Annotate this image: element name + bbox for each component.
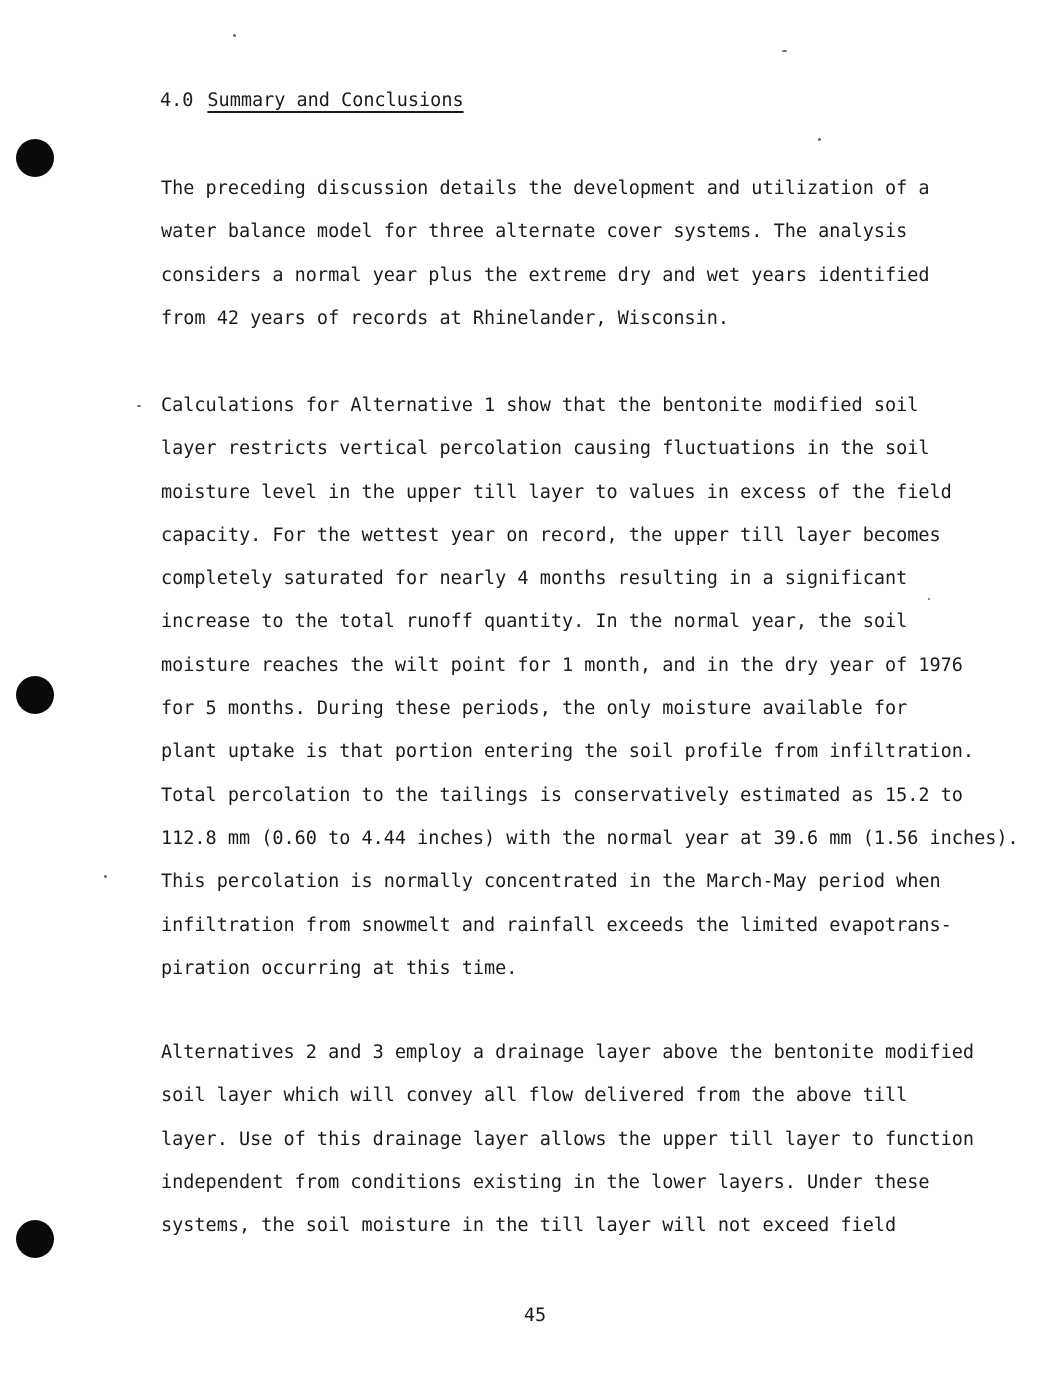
text-line: independent from conditions existing in the lower layers. Under these	[161, 1171, 930, 1193]
text-line: water balance model for three alternate cover systems. The analysis	[161, 221, 908, 243]
section-number: 4.0	[160, 90, 194, 111]
text-line: Calculations for Alternative 1 show that the bentonite modified soil	[161, 395, 919, 416]
scan-speck	[104, 875, 107, 878]
text-line: piration occurring at this time.	[161, 957, 518, 979]
binder-hole	[16, 676, 54, 714]
text-line: completely saturated for nearly 4 months resulting in a significant	[161, 568, 908, 590]
text-line: layer restricts vertical percolation causing fluctuations in the soil	[161, 438, 930, 460]
scan-speck	[782, 50, 787, 52]
paragraph-2	[161, 393, 1019, 999]
text-line: moisture level in the upper till layer to values in excess of the field	[161, 481, 952, 503]
section-title: Summary and Conclusions	[207, 90, 464, 111]
text-line: considers a normal year plus the extreme dry and wet years identified	[161, 264, 930, 286]
text-line: capacity. For the wettest year on record, the upper till layer becomes	[161, 524, 941, 546]
text-line: soil layer which will convey all flow delivered from the above till	[161, 1085, 908, 1107]
scan-speck	[137, 405, 141, 407]
binder-hole	[16, 139, 54, 177]
text-line: This percolation is normally concentrated in the March-May period when	[161, 871, 941, 893]
text-line: from 42 years of records at Rhinelander, Wisconsin.	[161, 307, 730, 329]
text-line: infiltration from snowmelt and rainfall exceeds the limited evapotrans-	[161, 914, 952, 936]
paragraph-1	[161, 176, 930, 349]
page-number: 45	[523, 1305, 547, 1326]
scan-speck	[818, 138, 821, 141]
text-line: Total percolation to the tailings is conservatively estimated as 15.2 to	[161, 784, 963, 806]
text-line: for 5 months. During these periods, the only moisture available for	[161, 698, 908, 720]
text-line: 112.8 mm (0.60 to 4.44 inches) with the normal year at 39.6 mm (1.56 inches).	[161, 827, 1019, 849]
binder-hole	[16, 1220, 54, 1258]
scan-speck	[233, 34, 236, 37]
text-line: systems, the soil moisture in the till layer will not exceed field	[161, 1215, 897, 1237]
section-heading	[160, 88, 464, 114]
text-line: The preceding discussion details the development and utilization of a	[161, 178, 930, 199]
text-line: Alternatives 2 and 3 employ a drainage layer above the bentonite modified	[161, 1042, 975, 1063]
text-line: moisture reaches the wilt point for 1 month, and in the dry year of 1976	[161, 654, 963, 676]
text-line: increase to the total runoff quantity. In the normal year, the soil	[161, 611, 908, 633]
paragraph-3	[161, 1040, 974, 1256]
text-line: layer. Use of this drainage layer allows the upper till layer to function	[161, 1128, 975, 1150]
text-line: plant uptake is that portion entering the soil profile from infiltration.	[161, 741, 975, 763]
